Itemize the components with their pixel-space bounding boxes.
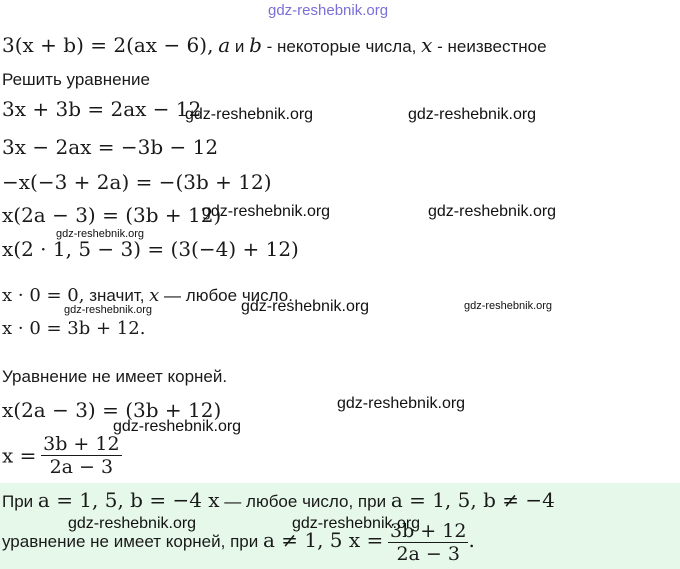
watermark: gdz-reshebnik.org [64, 304, 153, 316]
case2-math: x · 0 = 3b + 12. [2, 318, 146, 339]
step-3: −x(−3 + 2a) = −(3b + 12) [2, 170, 272, 194]
watermark: gdz-reshebnik.org [202, 203, 331, 220]
watermark: gdz-reshebnik.org [68, 515, 197, 532]
answer-dot: . [468, 527, 475, 552]
watermark: gdz-reshebnik.org [292, 515, 421, 532]
solution-lhs: x = [2, 443, 37, 468]
case1-text2: — любое число. [159, 286, 293, 305]
answer-denominator: 2a − 3 [396, 543, 460, 565]
step-5: x(2 · 1, 5 − 3) = (3(−4) + 12) [2, 237, 299, 261]
solve-label: Решить уравнение [2, 70, 150, 89]
watermark: gdz-reshebnik.org [408, 106, 537, 123]
case1-text1: значит, [84, 286, 150, 305]
answer-m3: a ≠ 1, 5 x = [262, 527, 384, 552]
no-roots-text: Уравнение не имеет корней. [2, 367, 228, 386]
case1-var: x [149, 285, 160, 306]
watermark-top: gdz-reshebnik.org [268, 2, 389, 19]
watermark: gdz-reshebnik.org [428, 203, 557, 220]
header-desc2: - неизвестное [432, 37, 547, 56]
watermark: gdz-reshebnik.org [464, 300, 553, 312]
watermark: gdz-reshebnik.org [185, 106, 314, 123]
header-desc1: - некоторые числа, [261, 37, 422, 56]
solution-formula [2, 433, 122, 478]
step-2: 3x − 2ax = −3b − 12 [2, 135, 219, 159]
answer-m2: a = 1, 5, b ≠ −4 [390, 488, 555, 512]
step-4: x(2a − 3) = (3b + 12) [2, 203, 222, 227]
answer-numerator: 3b + 12 [390, 520, 467, 542]
answer-p1: При [2, 492, 38, 511]
watermark: gdz-reshebnik.org [337, 395, 466, 412]
watermark: gdz-reshebnik.org [56, 228, 145, 240]
watermark: gdz-reshebnik.org [113, 418, 242, 435]
header-and: и [230, 37, 250, 56]
answer-m1: a = 1, 5, b = −4 x [37, 488, 220, 512]
solution-denominator: 2a − 3 [49, 456, 114, 478]
answer-t1: — любое число, при [219, 492, 391, 511]
header-var-a: a [218, 33, 231, 57]
problem-statement [2, 33, 547, 57]
equation-again: x(2a − 3) = (3b + 12) [2, 398, 222, 422]
header-equation: 3(x + b) = 2(ax − 6), [2, 33, 214, 57]
answer-p2: уравнение не имеет корней, при [2, 531, 263, 551]
solution-numerator: 3b + 12 [43, 433, 120, 455]
step-1: 3x + 3b = 2ax − 12 [2, 97, 202, 121]
header-var-b: b [249, 33, 262, 57]
watermark: gdz-reshebnik.org [241, 298, 370, 315]
header-var-x: x [421, 33, 433, 57]
answer-line-1 [2, 488, 555, 512]
case1-math: x · 0 = 0, [2, 285, 85, 306]
solution-fraction [41, 433, 121, 478]
